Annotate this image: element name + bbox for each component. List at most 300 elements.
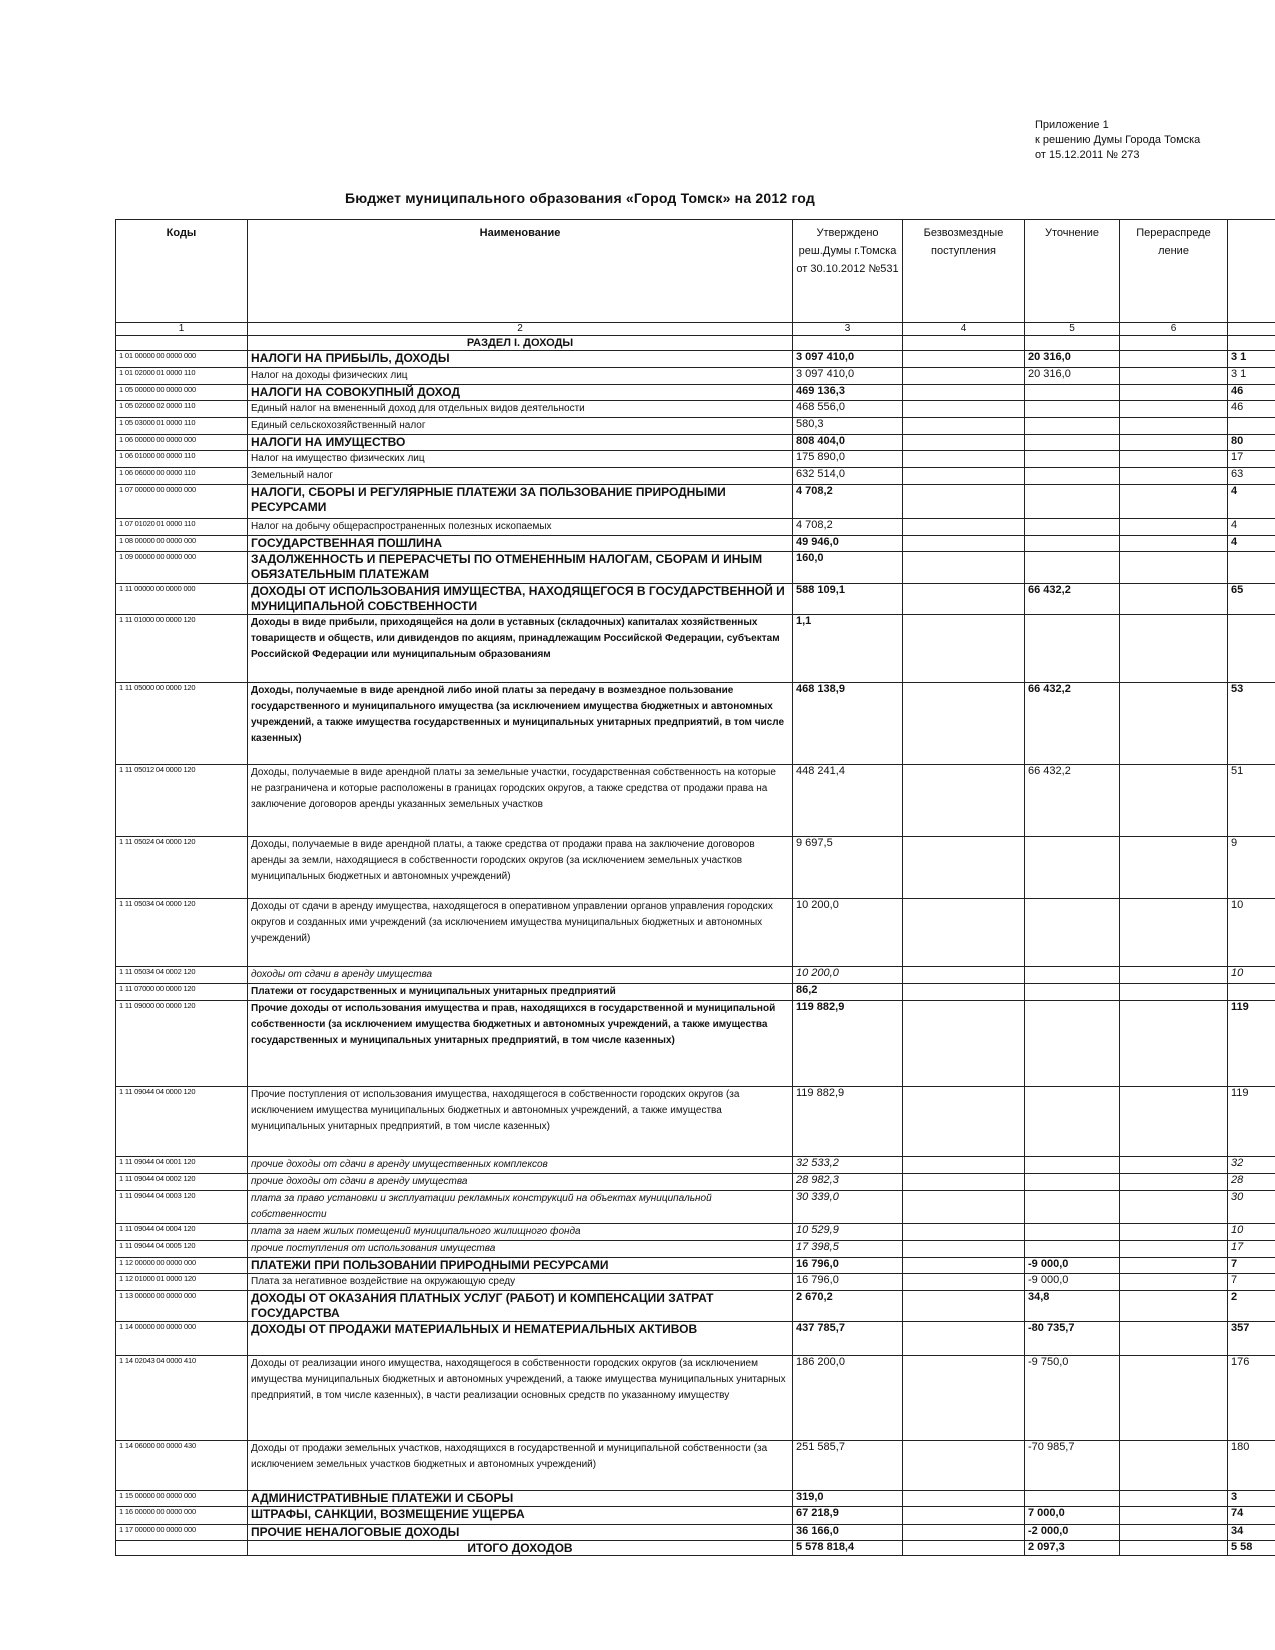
table-row	[116, 1191, 1275, 1224]
row-code: 1 11 05034 04 0000 120	[116, 899, 248, 967]
table-row	[116, 485, 1275, 519]
row-gratuitous	[903, 683, 1025, 765]
row-approved: 28 982,3	[793, 1174, 903, 1191]
row-name: Налог на доходы физических лиц	[248, 368, 793, 385]
row-col-7: 10	[1228, 899, 1275, 967]
row-code: 1 01 02000 01 0000 110	[116, 368, 248, 385]
row-approved: 580,3	[793, 418, 903, 435]
table-row	[116, 1291, 1275, 1322]
row-gratuitous	[903, 468, 1025, 485]
row-gratuitous	[903, 1525, 1025, 1541]
row-gratuitous	[903, 967, 1025, 984]
row-col-7: 2	[1228, 1291, 1275, 1322]
row-refinement: 20 316,0	[1025, 351, 1120, 368]
table-row	[116, 418, 1275, 435]
row-col-7: 7	[1228, 1274, 1275, 1291]
row-code: 1 06 06000 00 0000 110	[116, 468, 248, 485]
row-name: ШТРАФЫ, САНКЦИИ, ВОЗМЕЩЕНИЕ УЩЕРБА	[248, 1507, 793, 1525]
row-gratuitous	[903, 837, 1025, 899]
row-code: 1 05 02000 02 0000 110	[116, 401, 248, 418]
row-code: 1 15 00000 00 0000 000	[116, 1491, 248, 1507]
row-approved: 251 585,7	[793, 1441, 903, 1491]
table-row	[116, 368, 1275, 385]
row-name: прочие доходы от сдачи в аренду имущества	[248, 1174, 793, 1191]
table-row	[116, 837, 1275, 899]
row-refinement	[1025, 385, 1120, 401]
row-refinement: -2 000,0	[1025, 1525, 1120, 1541]
row-gratuitous	[903, 1322, 1025, 1356]
column-number: 4	[903, 323, 1025, 336]
row-code: 1 14 02043 04 0000 410	[116, 1356, 248, 1441]
row-code: 1 11 09044 04 0005 120	[116, 1241, 248, 1258]
row-approved: 469 136,3	[793, 385, 903, 401]
row-code: 1 11 09044 04 0002 120	[116, 1174, 248, 1191]
row-approved: 36 166,0	[793, 1525, 903, 1541]
row-redistribution	[1120, 1174, 1228, 1191]
table-row	[116, 552, 1275, 584]
row-code: 1 11 00000 00 0000 000	[116, 584, 248, 615]
header-redistribution: Перераспреде ление	[1120, 220, 1228, 323]
row-refinement	[1025, 899, 1120, 967]
annex-line-1: Приложение 1	[1035, 119, 1109, 131]
row-col-7: 4	[1228, 536, 1275, 552]
row-redistribution	[1120, 1291, 1228, 1322]
table-row	[116, 1241, 1275, 1258]
row-refinement	[1025, 418, 1120, 435]
row-col-7: 65	[1228, 584, 1275, 615]
row-code: 1 06 00000 00 0000 000	[116, 435, 248, 451]
row-refinement: -70 985,7	[1025, 1441, 1120, 1491]
row-gratuitous	[903, 1507, 1025, 1525]
row-approved: 4 708,2	[793, 485, 903, 519]
row-name: ДОХОДЫ ОТ ИСПОЛЬЗОВАНИЯ ИМУЩЕСТВА, НАХОДЯЩЕГОСЯ В ГОСУДАРСТВЕННОЙ И МУНИЦИПАЛЬНОЙ СОБСТВЕННОСТИ	[248, 584, 793, 615]
row-gratuitous	[903, 1356, 1025, 1441]
row-approved: 588 109,1	[793, 584, 903, 615]
row-approved: 10 529,9	[793, 1224, 903, 1241]
row-col-7	[1228, 984, 1275, 1001]
row-redistribution	[1120, 401, 1228, 418]
row-redistribution	[1120, 418, 1228, 435]
row-name: ДОХОДЫ ОТ ОКАЗАНИЯ ПЛАТНЫХ УСЛУГ (РАБОТ) И КОМПЕНСАЦИИ ЗАТРАТ ГОСУДАРСТВА	[248, 1291, 793, 1322]
section-title: РАЗДЕЛ I. ДОХОДЫ	[248, 336, 793, 351]
row-approved: 632 514,0	[793, 468, 903, 485]
row-name: НАЛОГИ НА ПРИБЫЛЬ, ДОХОДЫ	[248, 351, 793, 368]
row-redistribution	[1120, 1507, 1228, 1525]
row-refinement	[1025, 1224, 1120, 1241]
row-code: 1 11 09000 00 0000 120	[116, 1001, 248, 1087]
table-row	[116, 1258, 1275, 1274]
header-gratuitous: Безвозмездные поступления	[903, 220, 1025, 323]
table-row	[116, 1322, 1275, 1356]
row-approved: 3 097 410,0	[793, 368, 903, 385]
row-redistribution	[1120, 837, 1228, 899]
row-col-7: 4	[1228, 519, 1275, 536]
row-code: 1 12 00000 00 0000 000	[116, 1258, 248, 1274]
row-code: 1 07 00000 00 0000 000	[116, 485, 248, 519]
row-approved: 119 882,9	[793, 1001, 903, 1087]
row-code: 1 12 01000 01 0000 120	[116, 1274, 248, 1291]
row-name: Прочие поступления от использования имущества, находящегося в собственности городских округов (за исключением имущества муниципальных бюджетных и автономных учреждений, а также имущества муниципальных унитарных предприятий, в том числе казенных)	[248, 1087, 793, 1157]
row-refinement: -9 000,0	[1025, 1258, 1120, 1274]
row-col-7: 3 1	[1228, 351, 1275, 368]
row-refinement: 66 432,2	[1025, 584, 1120, 615]
row-col-7	[1228, 615, 1275, 683]
row-name: доходы от сдачи в аренду имущества	[248, 967, 793, 984]
row-redistribution	[1120, 1258, 1228, 1274]
row-refinement: -9 000,0	[1025, 1274, 1120, 1291]
row-refinement: 66 432,2	[1025, 683, 1120, 765]
row-code: 1 16 00000 00 0000 000	[116, 1507, 248, 1525]
row-name: Доходы, получаемые в виде арендной либо иной платы за передачу в возмездное пользование государственного и муниципального имущества (за исключением имущества бюджетных и автономных учреждений, а также имущества государственных и муниципальных унитарных предприятий, в том числе казенных)	[248, 683, 793, 765]
row-code: 1 17 00000 00 0000 000	[116, 1525, 248, 1541]
row-approved: 4 708,2	[793, 519, 903, 536]
row-redistribution	[1120, 1241, 1228, 1258]
row-refinement	[1025, 1174, 1120, 1191]
row-approved: 175 890,0	[793, 451, 903, 468]
row-approved: 9 697,5	[793, 837, 903, 899]
row-name: Доходы в виде прибыли, приходящейся на доли в уставных (складочных) капиталах хозяйственных товариществ и обществ, или дивидендов по акциям, принадлежащим Российской Федерации, субъектам Российской Федерации или муниципальным образованиям	[248, 615, 793, 683]
row-gratuitous	[903, 418, 1025, 435]
row-redistribution	[1120, 1001, 1228, 1087]
row-gratuitous	[903, 368, 1025, 385]
row-redistribution	[1120, 1356, 1228, 1441]
row-refinement	[1025, 468, 1120, 485]
row-refinement	[1025, 615, 1120, 683]
row-name: Плата за негативное воздействие на окружающую среду	[248, 1274, 793, 1291]
row-approved: 10 200,0	[793, 899, 903, 967]
row-code: 1 07 01020 01 0000 110	[116, 519, 248, 536]
table-row	[116, 519, 1275, 536]
row-refinement	[1025, 485, 1120, 519]
row-refinement	[1025, 1241, 1120, 1258]
row-approved: 49 946,0	[793, 536, 903, 552]
row-approved: 186 200,0	[793, 1356, 903, 1441]
row-refinement	[1025, 1087, 1120, 1157]
row-name: Доходы от продажи земельных участков, находящихся в государственной и муниципальной собственности (за исключением земельных участков бюджетных и автономных учреждений)	[248, 1441, 793, 1491]
row-gratuitous	[903, 1157, 1025, 1174]
total-approved: 5 578 818,4	[793, 1541, 903, 1556]
column-number: 3	[793, 323, 903, 336]
row-gratuitous	[903, 451, 1025, 468]
row-redistribution	[1120, 1274, 1228, 1291]
row-gratuitous	[903, 385, 1025, 401]
row-col-7: 17	[1228, 1241, 1275, 1258]
row-redistribution	[1120, 468, 1228, 485]
row-code: 1 14 00000 00 0000 000	[116, 1322, 248, 1356]
row-redistribution	[1120, 1491, 1228, 1507]
table-row	[116, 1174, 1275, 1191]
row-code: 1 01 00000 00 0000 000	[116, 351, 248, 368]
row-redistribution	[1120, 351, 1228, 368]
row-col-7	[1228, 418, 1275, 435]
row-code: 1 06 01000 00 0000 110	[116, 451, 248, 468]
table-row	[116, 1441, 1275, 1491]
row-redistribution	[1120, 615, 1228, 683]
row-redistribution	[1120, 1525, 1228, 1541]
row-refinement	[1025, 967, 1120, 984]
row-refinement	[1025, 536, 1120, 552]
column-number: 6	[1120, 323, 1228, 336]
table-row	[116, 1356, 1275, 1441]
row-col-7: 34	[1228, 1525, 1275, 1541]
table-row	[116, 765, 1275, 837]
row-code: 1 05 03000 01 0000 110	[116, 418, 248, 435]
row-name: плата за право установки и эксплуатации рекламных конструкций на объектах муниципальной собственности	[248, 1191, 793, 1224]
row-name: Налог на имущество физических лиц	[248, 451, 793, 468]
row-name: АДМИНИСТРАТИВНЫЕ ПЛАТЕЖИ И СБОРЫ	[248, 1491, 793, 1507]
row-refinement	[1025, 837, 1120, 899]
row-refinement	[1025, 552, 1120, 584]
row-gratuitous	[903, 536, 1025, 552]
row-code: 1 11 01000 00 0000 120	[116, 615, 248, 683]
row-gratuitous	[903, 1491, 1025, 1507]
row-refinement	[1025, 435, 1120, 451]
row-code: 1 11 05034 04 0002 120	[116, 967, 248, 984]
table-row	[116, 984, 1275, 1001]
table-row	[116, 683, 1275, 765]
row-redistribution	[1120, 765, 1228, 837]
table-row	[116, 1087, 1275, 1157]
row-gratuitous	[903, 435, 1025, 451]
document-title: Бюджет муниципального образования «Город Томск» на 2012 год	[345, 190, 815, 206]
row-name: Единый налог на вмененный доход для отдельных видов деятельности	[248, 401, 793, 418]
row-col-7: 180	[1228, 1441, 1275, 1491]
row-name: плата за наем жилых помещений муниципального жилищного фонда	[248, 1224, 793, 1241]
row-refinement: -80 735,7	[1025, 1322, 1120, 1356]
row-approved: 2 670,2	[793, 1291, 903, 1322]
column-number-empty	[1228, 323, 1275, 336]
row-gratuitous	[903, 765, 1025, 837]
row-name: Прочие доходы от использования имущества и прав, находящихся в государственной и муниципальной собственности (за исключением имущества бюджетных и автономных учреждений, а также имущества государственных и муниципальных унитарных предприятий, в том числе казенных)	[248, 1001, 793, 1087]
row-refinement	[1025, 519, 1120, 536]
row-code: 1 09 00000 00 0000 000	[116, 552, 248, 584]
row-gratuitous	[903, 1258, 1025, 1274]
row-col-7: 30	[1228, 1191, 1275, 1224]
row-refinement	[1025, 1491, 1120, 1507]
row-redistribution	[1120, 519, 1228, 536]
row-approved: 119 882,9	[793, 1087, 903, 1157]
row-name: Единый сельскохозяйственный налог	[248, 418, 793, 435]
row-col-7: 80	[1228, 435, 1275, 451]
row-approved: 468 556,0	[793, 401, 903, 418]
total-row	[116, 1541, 1275, 1556]
row-col-7: 63	[1228, 468, 1275, 485]
row-redistribution	[1120, 435, 1228, 451]
column-number: 5	[1025, 323, 1120, 336]
column-number-row	[116, 323, 1275, 336]
row-col-7: 7	[1228, 1258, 1275, 1274]
row-refinement	[1025, 451, 1120, 468]
row-gratuitous	[903, 984, 1025, 1001]
row-approved: 160,0	[793, 552, 903, 584]
row-gratuitous	[903, 1241, 1025, 1258]
row-redistribution	[1120, 899, 1228, 967]
total-refinement: 2 097,3	[1025, 1541, 1120, 1556]
total-label: ИТОГО ДОХОДОВ	[248, 1541, 793, 1556]
row-name: НАЛОГИ НА ИМУЩЕСТВО	[248, 435, 793, 451]
row-col-7: 17	[1228, 451, 1275, 468]
row-col-7: 3	[1228, 1491, 1275, 1507]
row-redistribution	[1120, 1441, 1228, 1491]
row-refinement	[1025, 1191, 1120, 1224]
row-approved: 32 533,2	[793, 1157, 903, 1174]
row-approved: 3 097 410,0	[793, 351, 903, 368]
column-number: 2	[248, 323, 793, 336]
row-col-7: 119	[1228, 1001, 1275, 1087]
table-row	[116, 1157, 1275, 1174]
row-gratuitous	[903, 1001, 1025, 1087]
row-approved: 468 138,9	[793, 683, 903, 765]
row-col-7: 3 1	[1228, 368, 1275, 385]
header-row	[116, 220, 1275, 323]
row-name: прочие доходы от сдачи в аренду имущественных комплексов	[248, 1157, 793, 1174]
row-code: 1 14 06000 00 0000 430	[116, 1441, 248, 1491]
row-col-7: 10	[1228, 1224, 1275, 1241]
row-gratuitous	[903, 1274, 1025, 1291]
row-name: Платежи от государственных и муниципальных унитарных предприятий	[248, 984, 793, 1001]
table-row	[116, 468, 1275, 485]
row-code: 1 13 00000 00 0000 000	[116, 1291, 248, 1322]
row-col-7: 10	[1228, 967, 1275, 984]
row-redistribution	[1120, 584, 1228, 615]
row-name: ПЛАТЕЖИ ПРИ ПОЛЬЗОВАНИИ ПРИРОДНЫМИ РЕСУРСАМИ	[248, 1258, 793, 1274]
row-name: НАЛОГИ НА СОВОКУПНЫЙ ДОХОД	[248, 385, 793, 401]
header-codes: Коды	[116, 220, 248, 323]
row-refinement	[1025, 1001, 1120, 1087]
row-redistribution	[1120, 1191, 1228, 1224]
row-approved: 448 241,4	[793, 765, 903, 837]
table-row	[116, 351, 1275, 368]
row-name: ГОСУДАРСТВЕННАЯ ПОШЛИНА	[248, 536, 793, 552]
row-gratuitous	[903, 401, 1025, 418]
row-refinement: -9 750,0	[1025, 1356, 1120, 1441]
row-redistribution	[1120, 368, 1228, 385]
row-name: Земельный налог	[248, 468, 793, 485]
row-gratuitous	[903, 485, 1025, 519]
budget-table-wrapper	[115, 219, 1275, 1619]
table-row	[116, 435, 1275, 451]
row-gratuitous	[903, 552, 1025, 584]
row-gratuitous	[903, 1441, 1025, 1491]
row-refinement	[1025, 401, 1120, 418]
row-refinement: 20 316,0	[1025, 368, 1120, 385]
row-code: 1 11 05000 00 0000 120	[116, 683, 248, 765]
section-row	[116, 336, 1275, 351]
row-refinement: 34,8	[1025, 1291, 1120, 1322]
row-col-7: 4	[1228, 485, 1275, 519]
header-refinement: Уточнение	[1025, 220, 1120, 323]
row-redistribution	[1120, 536, 1228, 552]
row-col-7: 9	[1228, 837, 1275, 899]
row-gratuitous	[903, 1224, 1025, 1241]
row-gratuitous	[903, 584, 1025, 615]
row-redistribution	[1120, 451, 1228, 468]
table-row	[116, 385, 1275, 401]
table-row	[116, 1491, 1275, 1507]
row-code: 1 08 00000 00 0000 000	[116, 536, 248, 552]
row-redistribution	[1120, 1322, 1228, 1356]
row-col-7: 119	[1228, 1087, 1275, 1157]
row-approved: 437 785,7	[793, 1322, 903, 1356]
table-row	[116, 967, 1275, 984]
annex-note	[1035, 118, 1200, 163]
table-row	[116, 1274, 1275, 1291]
total-col-7: 5 58	[1228, 1541, 1275, 1556]
row-refinement	[1025, 984, 1120, 1001]
row-code: 1 05 00000 00 0000 000	[116, 385, 248, 401]
row-gratuitous	[903, 351, 1025, 368]
row-approved: 1,1	[793, 615, 903, 683]
row-col-7	[1228, 552, 1275, 584]
table-row	[116, 401, 1275, 418]
row-redistribution	[1120, 385, 1228, 401]
table-row	[116, 451, 1275, 468]
row-col-7: 51	[1228, 765, 1275, 837]
row-name: Доходы, получаемые в виде арендной платы, а также средства от продажи права на заключение договоров аренды за земли, находящиеся в собственности городских округов (за исключением земельных участков муниципальных бюджетных и автономных учреждений)	[248, 837, 793, 899]
table-row	[116, 536, 1275, 552]
table-row	[116, 615, 1275, 683]
row-approved: 86,2	[793, 984, 903, 1001]
row-approved: 319,0	[793, 1491, 903, 1507]
row-name: Налог на добычу общераспространенных полезных ископаемых	[248, 519, 793, 536]
row-approved: 16 796,0	[793, 1274, 903, 1291]
annex-line-2: к решению Думы Города Томска	[1035, 134, 1201, 146]
table-row	[116, 1224, 1275, 1241]
row-gratuitous	[903, 1191, 1025, 1224]
column-number: 1	[116, 323, 248, 336]
row-col-7: 46	[1228, 385, 1275, 401]
row-gratuitous	[903, 615, 1025, 683]
row-col-7: 53	[1228, 683, 1275, 765]
row-code: 1 11 09044 04 0004 120	[116, 1224, 248, 1241]
row-name: НАЛОГИ, СБОРЫ И РЕГУЛЯРНЫЕ ПЛАТЕЖИ ЗА ПОЛЬЗОВАНИЕ ПРИРОДНЫМИ РЕСУРСАМИ	[248, 485, 793, 519]
row-refinement	[1025, 1157, 1120, 1174]
row-code: 1 11 09044 04 0003 120	[116, 1191, 248, 1224]
row-refinement: 7 000,0	[1025, 1507, 1120, 1525]
row-name: прочие поступления от использования имущества	[248, 1241, 793, 1258]
row-name: ДОХОДЫ ОТ ПРОДАЖИ МАТЕРИАЛЬНЫХ И НЕМАТЕРИАЛЬНЫХ АКТИВОВ	[248, 1322, 793, 1356]
row-col-7: 357	[1228, 1322, 1275, 1356]
row-code: 1 11 05024 04 0000 120	[116, 837, 248, 899]
row-code: 1 11 09044 04 0001 120	[116, 1157, 248, 1174]
row-name: Доходы от реализации иного имущества, находящегося в собственности городских округов (за исключением имущества муниципальных бюджетных и автономных учреждений, а также имущества муниципальных унитарных предприятий, в том числе казенных), в части реализации основных средств по указанному имуществу	[248, 1356, 793, 1441]
row-col-7: 176	[1228, 1356, 1275, 1441]
row-redistribution	[1120, 552, 1228, 584]
row-approved: 808 404,0	[793, 435, 903, 451]
row-refinement: 66 432,2	[1025, 765, 1120, 837]
row-col-7: 32	[1228, 1157, 1275, 1174]
table-row	[116, 899, 1275, 967]
row-name: Доходы от сдачи в аренду имущества, находящегося в оперативном управлении органов управления городских округов и созданных ими учреждений (за исключением имущества муниципальных бюджетных и автономных учреждений)	[248, 899, 793, 967]
header-name: Наименование	[248, 220, 793, 323]
row-approved: 30 339,0	[793, 1191, 903, 1224]
row-name: ЗАДОЛЖЕННОСТЬ И ПЕРЕРАСЧЕТЫ ПО ОТМЕНЕННЫМ НАЛОГАМ, СБОРАМ И ИНЫМ ОБЯЗАТЕЛЬНЫМ ПЛАТЕЖАМ	[248, 552, 793, 584]
row-approved: 17 398,5	[793, 1241, 903, 1258]
row-redistribution	[1120, 984, 1228, 1001]
budget-table	[115, 219, 1275, 1556]
row-gratuitous	[903, 899, 1025, 967]
row-col-7: 46	[1228, 401, 1275, 418]
header-approved: Утверждено реш.Думы г.Томска от 30.10.2012 №531	[793, 220, 903, 323]
row-redistribution	[1120, 1157, 1228, 1174]
table-row	[116, 584, 1275, 615]
row-gratuitous	[903, 1087, 1025, 1157]
row-code: 1 11 05012 04 0000 120	[116, 765, 248, 837]
row-gratuitous	[903, 1291, 1025, 1322]
row-redistribution	[1120, 1087, 1228, 1157]
row-name: Доходы, получаемые в виде арендной платы за земельные участки, государственная собственность на которые не разграничена и которые расположены в границах городских округов, а также средства от продажи права на заключение договоров аренды указанных земельных участков	[248, 765, 793, 837]
row-col-7: 74	[1228, 1507, 1275, 1525]
